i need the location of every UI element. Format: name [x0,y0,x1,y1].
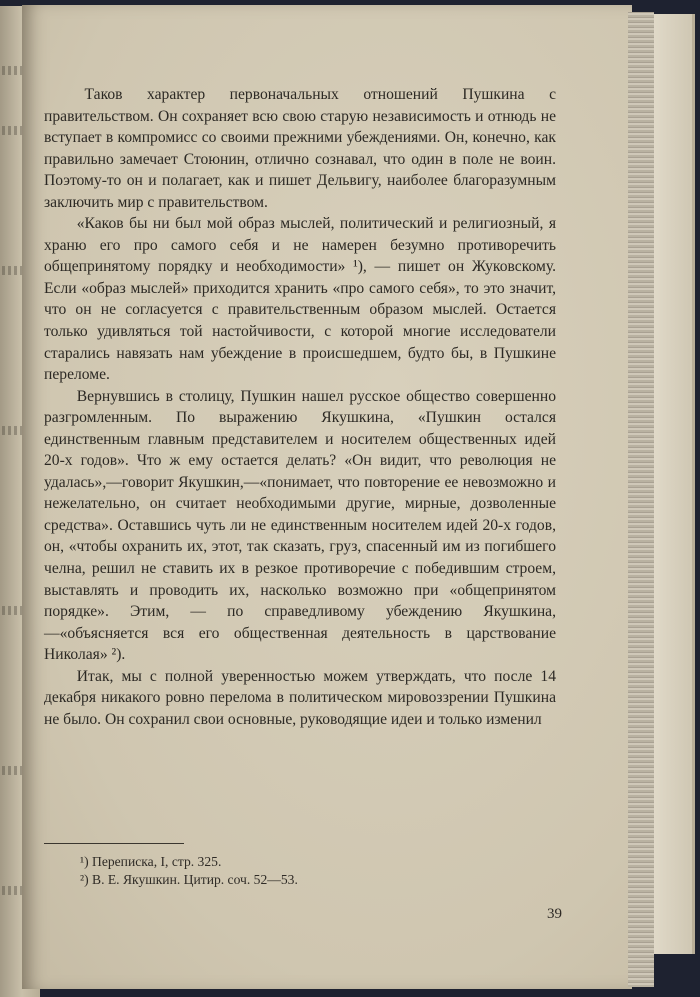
footnote: ²) В. Е. Якушкин. Цитир. соч. 52—53. [80,872,298,887]
paragraph: Вернувшись в столицу, Пушкин нашел русское общество совершенно разгромленным. По выражению Якушкина, «Пушкин остался единственным главным представителем и носителем общественных идей 20-х годов». Что ж ему остается делать? «Он видит, что революция не удалась»,—говорит Якушкин,—«понимает, что повторение ее невозможно и нежелательно, он считает необходимыми другие, мирные, дозволенные средства». Оставшись чуть ли не единственным носителем идей 20-х годов, он, «чтобы охранить их, этот, так сказать, груз, спасенный им из погибшего челна, решил не ставить их в резкое противоречие с победившим строем, выставлять и проводить их, насколько возможно при «общепринятом порядке». Этим, — по справедливому убеждению Якушкина,—«объясняется вся его общественная деятельность в царствование Николая» ²). [44,387,556,664]
page-stack-edge [628,12,654,987]
footnotes [80,853,560,889]
book-cover-edge [654,14,695,954]
paragraph: Итак, мы с полной уверенностью можем утверждать, что после 14 декабря никакого ровно перелома в политическом мировоззрении Пушкина не было. Он сохранил свои основные, руководящие идеи и только изменил [44,667,556,728]
main-text [44,84,556,730]
footnote-divider [44,843,184,844]
footnote: ¹) Переписка, I, стр. 325. [80,854,222,869]
page-number: 39 [547,906,562,922]
paragraph: Таков характер первоначальных отношений Пушкина с правительством. Он сохраняет всю свою старую независимость и отнюдь не вступает в компромисс со своими прежними убеждениями. Он, конечно, как правильно замечает Стоюнин, отлично сознавал, что один в поле не воин. Поэтому-то он и полагает, как и пишет Дельвигу, наиболее благоразумным заключить мир с правительством. [44,86,556,211]
paragraph: «Каков бы ни был мой образ мыслей, политический и религиозный, я храню его про самого себя и не намерен безумно противоречить общепринятому порядку и необходимости» ¹), — пишет он Жуковскому. Если «образ мыслей» приходится хранить «про самого себя», то это значит, что он не согласуется с правительственным образом мыслей. Остается только удивляться той настойчивости, с которой многие исследователи старались навязать нам убеждение в происшедшем, будто бы, в Пушкине переломе. [44,215,556,384]
